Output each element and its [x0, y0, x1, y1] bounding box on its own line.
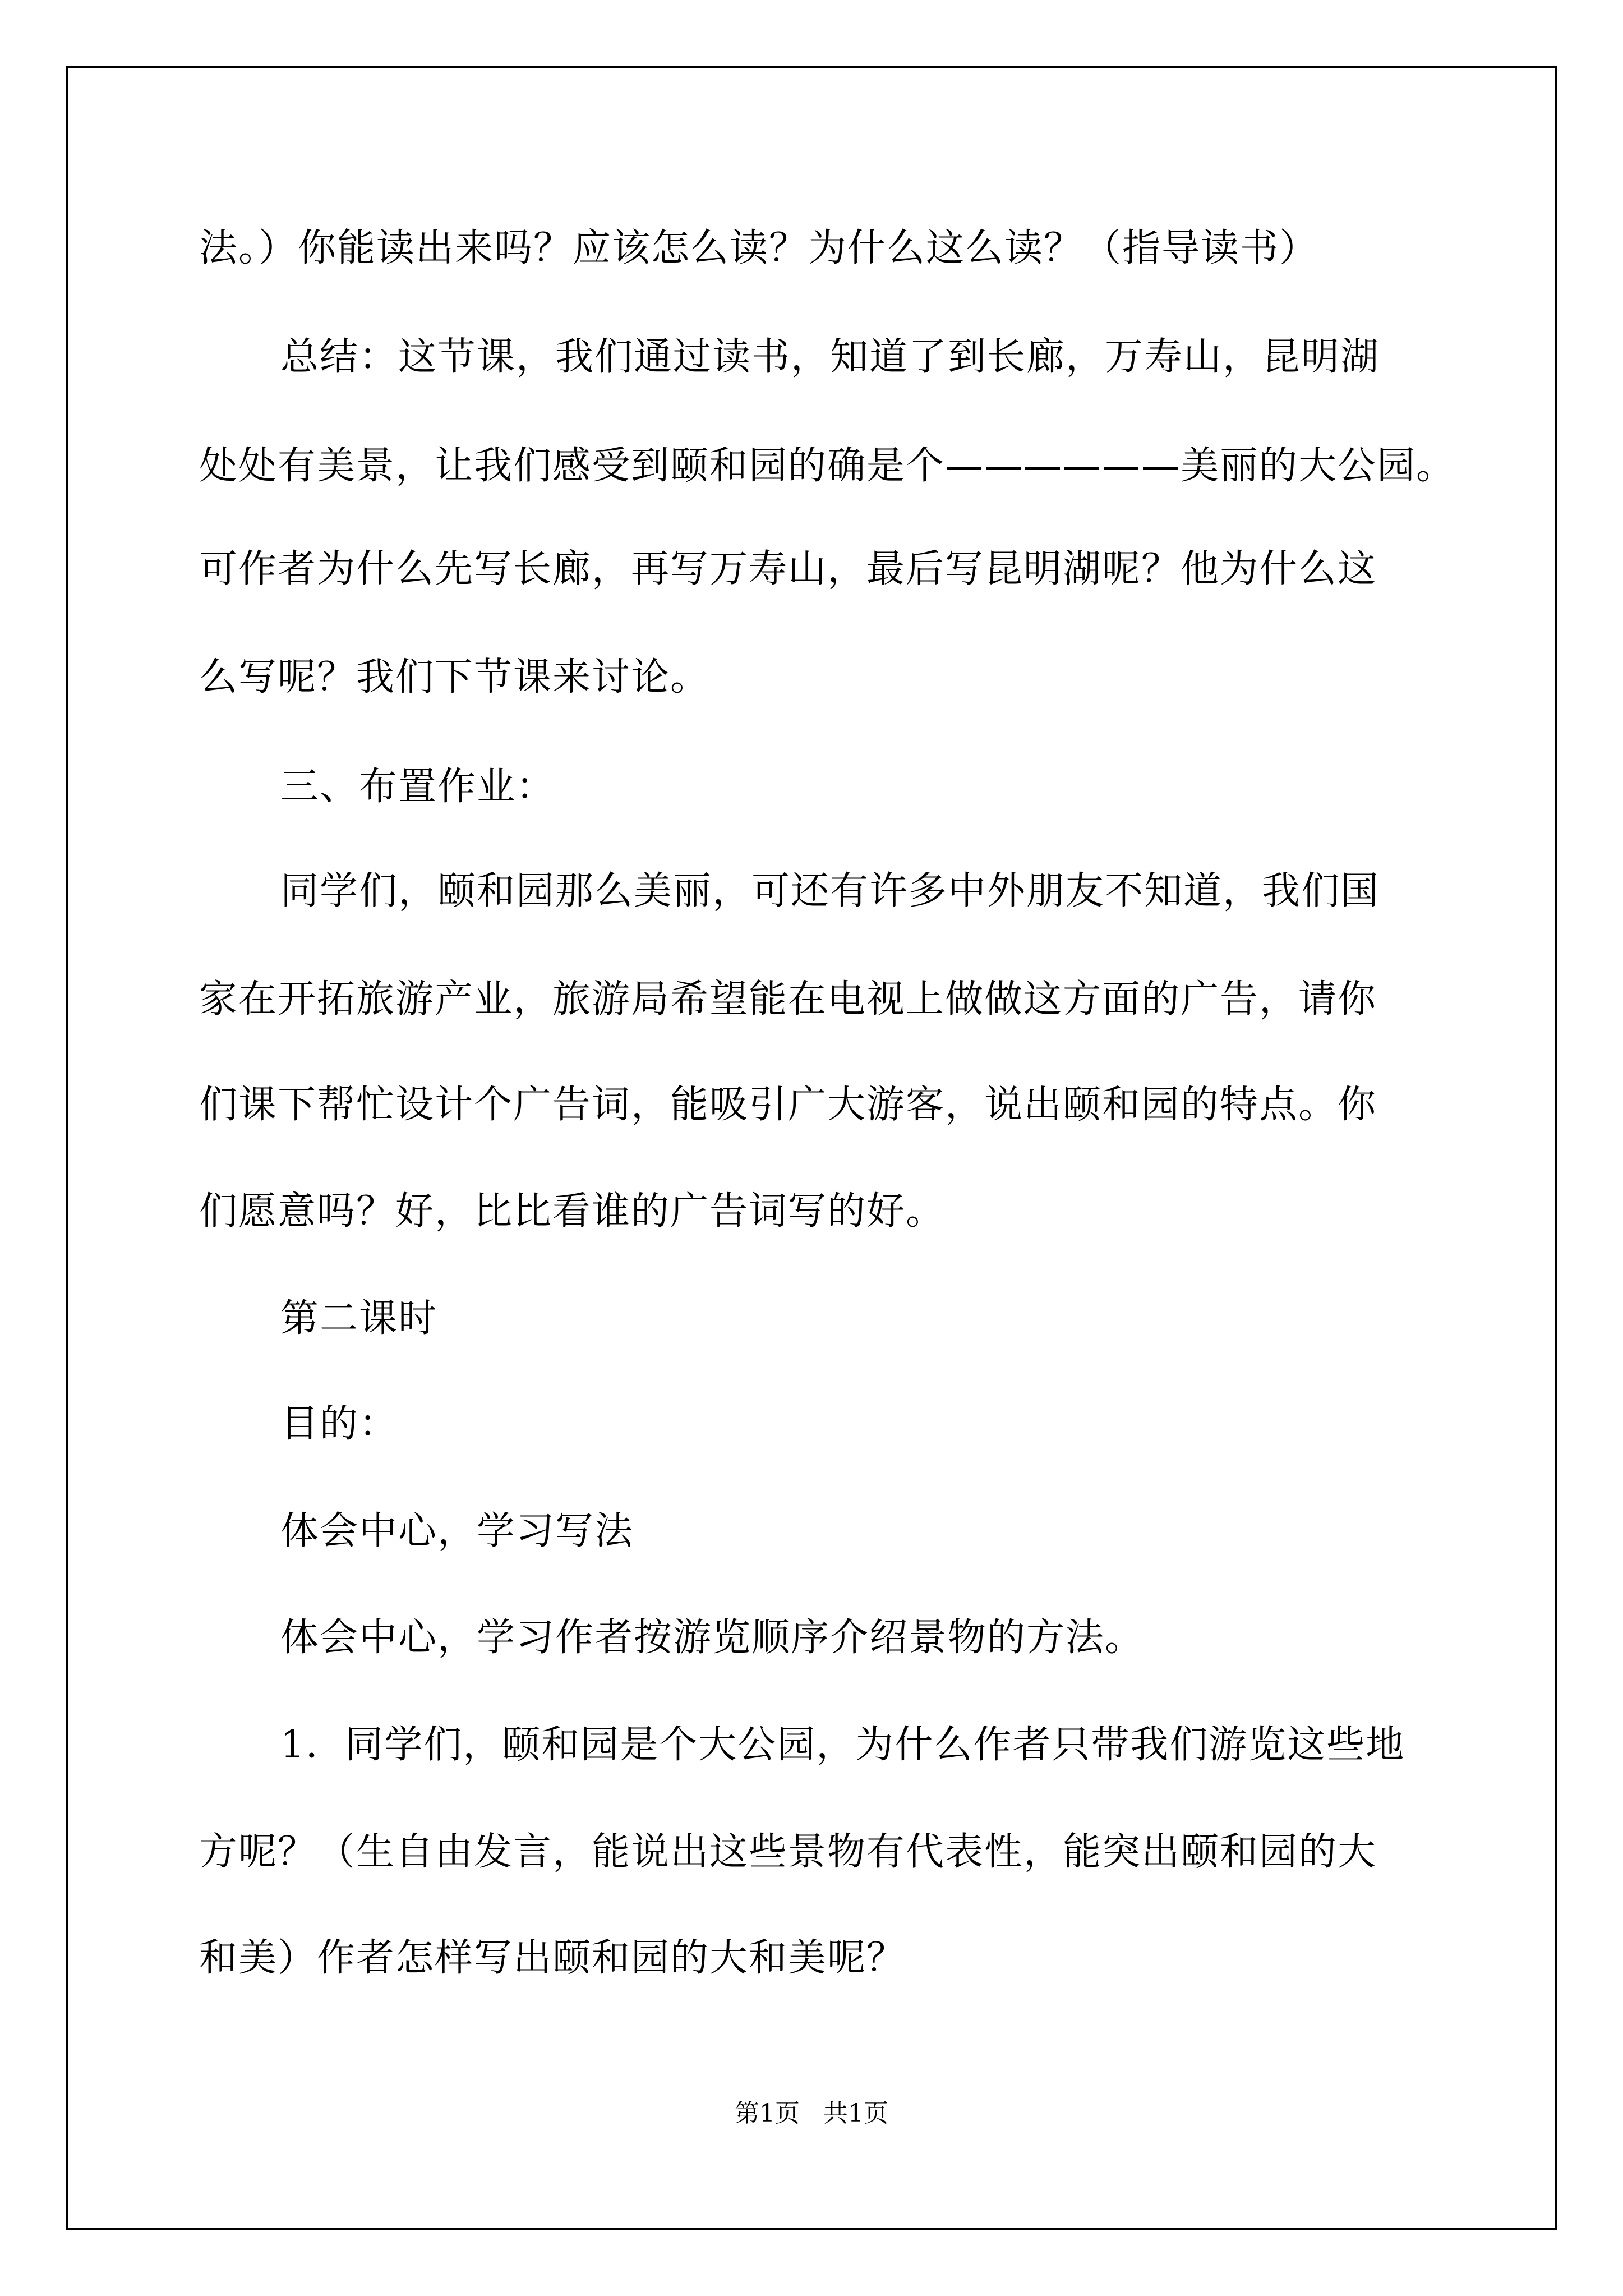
- text-line-14: 体会中心，学习作者按游览顺序介绍景物的方法。: [280, 1616, 1145, 1660]
- text-line-17: 和美）作者怎样写出颐和园的大和美呢？: [199, 1936, 906, 1980]
- text-line-3: 处处有美景，让我们感受到颐和园的确是个——————美丽的大公园。: [199, 444, 1456, 488]
- text-line-16: 方呢？（生自由发言，能说出这些景物有代表性，能突出颐和园的大: [199, 1830, 1377, 1874]
- text-line-4: 可作者为什么先写长廊，再写万寿山，最后写昆明湖呢？他为什么这: [199, 547, 1377, 591]
- section-heading-assignment: 三、布置作业：: [280, 765, 556, 809]
- text-line-8: 家在开拓旅游产业，旅游局希望能在电视上做做这方面的广告，请你: [199, 977, 1377, 1022]
- text-line-1: 法。）你能读出来吗？应该怎么读？为什么这么读？（指导读书）: [199, 226, 1319, 270]
- section-heading-second-lesson: 第二课时: [280, 1296, 438, 1341]
- text-line-12: 目的：: [280, 1402, 399, 1446]
- text-line-15: 1．同学们，颐和园是个大公园，为什么作者只带我们游览这些地: [280, 1723, 1405, 1767]
- page-footer: 第1页 共1页: [735, 2099, 888, 2128]
- page-border: [66, 66, 1557, 2230]
- text-line-2: 总结：这节课，我们通过读书，知道了到长廊，万寿山，昆明湖: [280, 335, 1380, 379]
- text-line-10: 们愿意吗？好，比比看谁的广告词写的好。: [199, 1189, 946, 1234]
- text-line-13: 体会中心，学习写法: [280, 1509, 634, 1553]
- text-line-5: 么写呢？我们下节课来讨论。: [199, 655, 710, 700]
- text-line-7: 同学们，颐和园那么美丽，可还有许多中外朋友不知道，我们国: [280, 869, 1380, 913]
- text-line-9: 们课下帮忙设计个广告词，能吸引广大游客，说出颐和园的特点。你: [199, 1083, 1377, 1127]
